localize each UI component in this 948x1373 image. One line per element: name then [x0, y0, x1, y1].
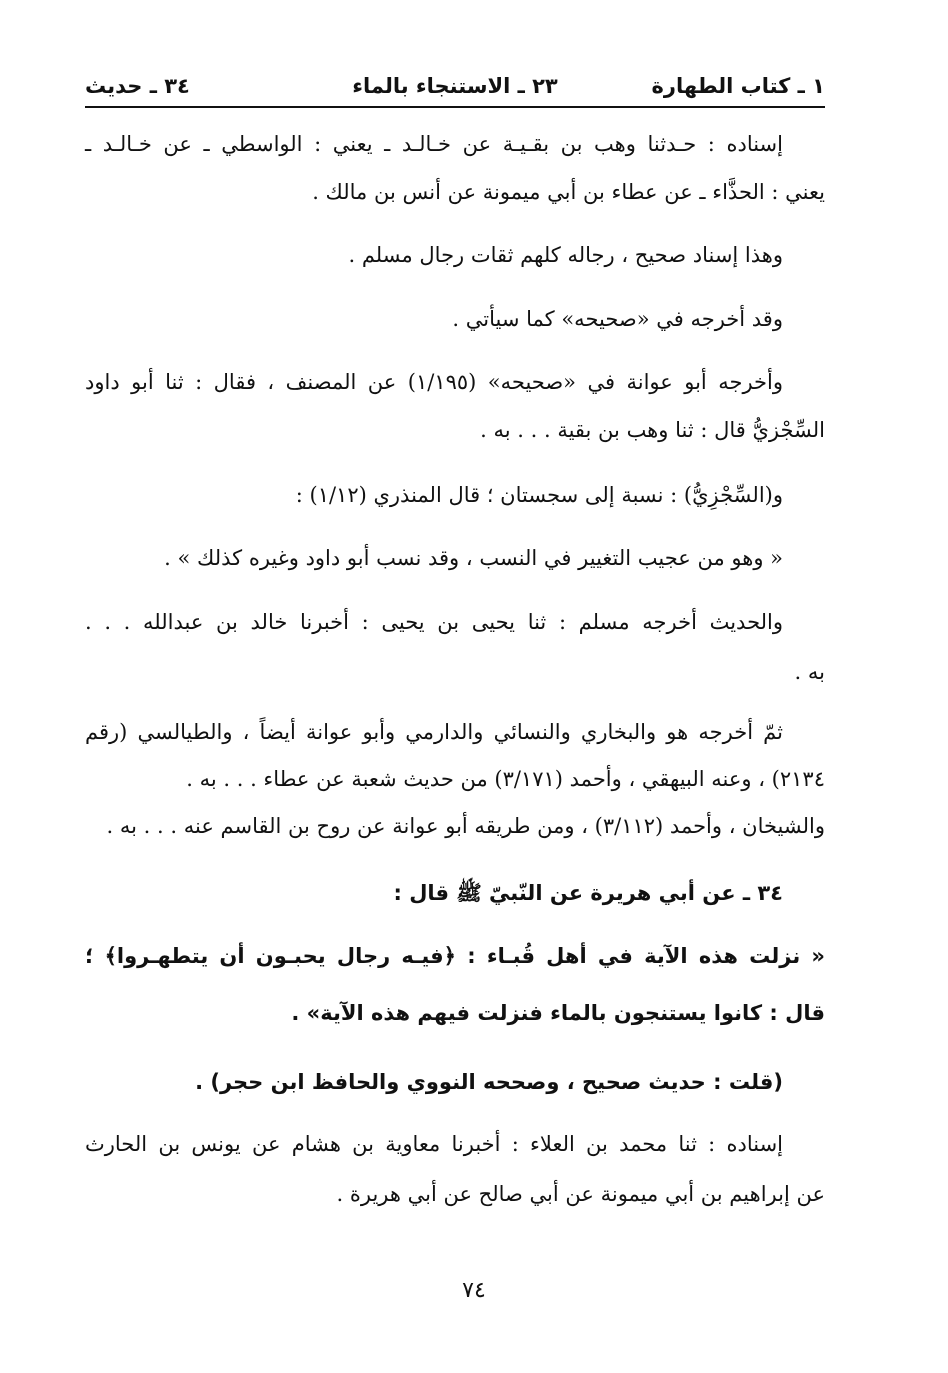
page-body — [85, 0, 825, 1373]
header-book-title: ١ ـ كتاب الطهارة — [651, 74, 825, 98]
paragraph-abu-awana-line-2: السِّجْزيُّ قال : ثنا وهب بن بقية . . . به . — [480, 418, 825, 442]
isnad-2-line-2: عن إبراهيم بن أبي ميمونة عن أبي صالح عن أبي هريرة . — [336, 1182, 825, 1206]
isnad-line-2: يعني : الحذَّاء ـ عن عطاء بن أبي ميمونة عن أنس بن مالك . — [312, 180, 825, 204]
hadith-heading: ٣٤ ـ عن أبي هريرة عن النّبيّ ﷺ قال : — [393, 881, 783, 905]
paragraph-takhrij-line-2: ٢١٣٤) ، وعنه البيهقي ، وأحمد (٣/١٧١) من حديث شعبة عن عطاء . . . به . — [186, 767, 825, 791]
paragraph-takhrij-line-1: ثمّ أخرجه هو والبخاري والنسائي والدارمي وأبو عوانة أيضاً ، والطيالسي (رقم — [85, 720, 783, 744]
isnad-2-line-1: إسناده : ثنا محمد بن العلاء : أخبرنا معاوية بن هشام عن يونس بن الحارث — [85, 1132, 783, 1156]
header-chapter-title: ٢٣ ـ الاستنجاء بالماء — [352, 74, 558, 98]
paragraph-takhrij-line-3: والشيخان ، وأحمد (٣/١١٢) ، ومن طريقه أبو عوانة عن روح بن القاسم عنه . . . به . — [106, 814, 825, 838]
hadith-text-line-1: « نزلت هذه الآية في أهل قُبـاء : ﴿فيـه رجال يحبـون أن يتطهـروا﴾ ؛ — [85, 944, 825, 968]
paragraph-muslim-line-1: والحديث أخرجه مسلم : ثنا يحيى بن يحيى : أخبرنا خالد بن عبدالله . . . — [85, 610, 783, 634]
paragraph-sijzi: و(السِّجْزِيُّ) : نسبة إلى سجستان ؛ قال المنذري (١/١٢) : — [295, 483, 783, 507]
header-hadith-number: ٣٤ ـ حديث — [85, 74, 190, 98]
paragraph-quote-mundhiri: « وهو من عجيب التغيير في النسب ، وقد نسب أبو داود وغيره كذلك » . — [164, 546, 783, 570]
grading-note: (قلت : حديث صحيح ، وصححه النووي والحافظ ابن حجر) . — [195, 1070, 783, 1094]
paragraph-abu-awana-line-1: وأخرجه أبو عوانة في «صحيحه» (١/١٩٥) عن المصنف ، فقال : ثنا أبو داود — [85, 370, 783, 394]
paragraph-sahih: وهذا إسناد صحيح ، رجاله كلهم ثقات رجال مسلم . — [348, 243, 783, 267]
page-number: ٧٤ — [462, 1278, 486, 1303]
paragraph-sahihihi: وقد أخرجه في «صحيحه» كما سيأتي . — [452, 307, 783, 331]
hadith-text-line-2: قال : كانوا يستنجون بالماء فنزلت فيهم هذه الآية» . — [291, 1001, 825, 1025]
paragraph-muslim-line-2: به . — [794, 660, 825, 684]
isnad-line-1: إسناده : حـدثنا وهب بن بقـيـة عن خـالـد ـ يعني : الواسطي ـ عن خـالـد ـ — [85, 132, 783, 156]
